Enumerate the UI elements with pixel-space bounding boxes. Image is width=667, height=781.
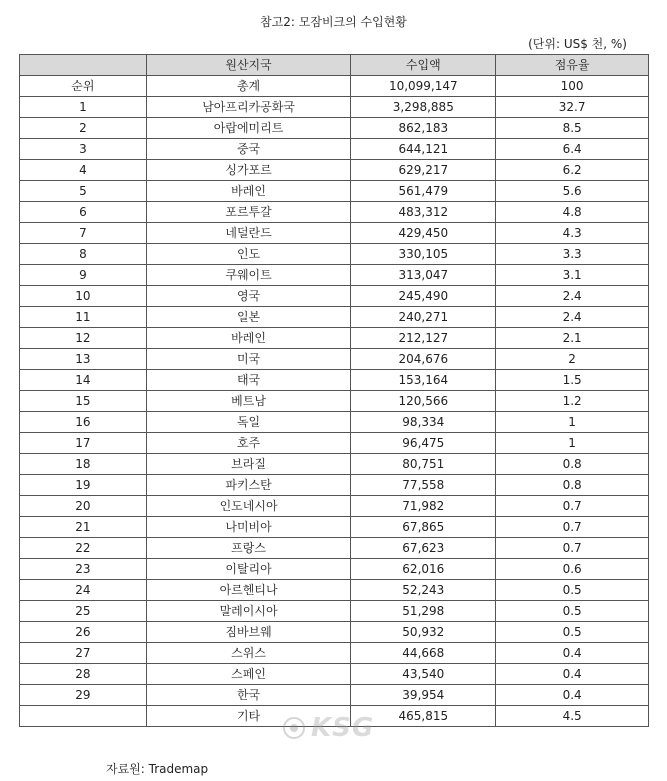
- cell-share: 4.5: [496, 706, 649, 727]
- cell-share: 0.7: [496, 496, 649, 517]
- cell-rank: 27: [20, 643, 147, 664]
- cell-rank: 13: [20, 349, 147, 370]
- cell-share: 1: [496, 412, 649, 433]
- cell-country: 파키스탄: [146, 475, 351, 496]
- cell-country: 베트남: [146, 391, 351, 412]
- unit-note: (단위: US$ 천, %): [528, 37, 627, 51]
- cell-rank: 4: [20, 160, 147, 181]
- cell-amount: 240,271: [351, 307, 496, 328]
- cell-rank: 6: [20, 202, 147, 223]
- cell-amount: 3,298,885: [351, 97, 496, 118]
- cell-amount: 429,450: [351, 223, 496, 244]
- cell-amount: 862,183: [351, 118, 496, 139]
- cell-country: 인도네시아: [146, 496, 351, 517]
- cell-share: 0.7: [496, 517, 649, 538]
- cell-rank: 20: [20, 496, 147, 517]
- cell-country: 이탈리아: [146, 559, 351, 580]
- table-row: [20, 517, 649, 538]
- cell-amount: 43,540: [351, 664, 496, 685]
- table-row: [20, 580, 649, 601]
- cell-amount: 245,490: [351, 286, 496, 307]
- cell-amount: 204,676: [351, 349, 496, 370]
- table-title: 참고2: 모잠비크의 수입현황: [260, 15, 407, 29]
- cell-country: 말레이시아: [146, 601, 351, 622]
- cell-share: 2.4: [496, 307, 649, 328]
- table-row: [20, 202, 649, 223]
- cell-amount: 483,312: [351, 202, 496, 223]
- cell-country: 아르헨티나: [146, 580, 351, 601]
- header-row: [20, 55, 649, 76]
- cell-rank: 26: [20, 622, 147, 643]
- cell-amount: 644,121: [351, 139, 496, 160]
- cell-amount: 62,016: [351, 559, 496, 580]
- cell-rank: [20, 706, 147, 727]
- cell-rank: 17: [20, 433, 147, 454]
- table-row: [20, 664, 649, 685]
- cell-amount: 44,668: [351, 643, 496, 664]
- cell-country: 포르투갈: [146, 202, 351, 223]
- total-row: [20, 76, 649, 97]
- table-row: [20, 160, 649, 181]
- cell-share: 3.3: [496, 244, 649, 265]
- cell-share: 6.2: [496, 160, 649, 181]
- cell-rank: 18: [20, 454, 147, 475]
- header-country: 원산지국: [146, 55, 351, 76]
- cell-share: 0.8: [496, 454, 649, 475]
- table-row: [20, 391, 649, 412]
- cell-rank: 25: [20, 601, 147, 622]
- cell-country: 브라질: [146, 454, 351, 475]
- cell-rank: 29: [20, 685, 147, 706]
- ksg-watermark: [283, 713, 374, 743]
- cell-country: 영국: [146, 286, 351, 307]
- ksg-logo-icon: [283, 717, 305, 739]
- cell-amount: 212,127: [351, 328, 496, 349]
- cell-share: 0.6: [496, 559, 649, 580]
- table-row: [20, 475, 649, 496]
- cell-amount: 96,475: [351, 433, 496, 454]
- table-row: [20, 454, 649, 475]
- table-row: [20, 622, 649, 643]
- source-note: 자료원: Trademap: [106, 762, 209, 776]
- cell-country: 미국: [146, 349, 351, 370]
- cell-country: 싱가포르: [146, 160, 351, 181]
- table-row: [20, 118, 649, 139]
- cell-rank: 11: [20, 307, 147, 328]
- cell-country: 스페인: [146, 664, 351, 685]
- cell-share: 0.4: [496, 643, 649, 664]
- cell-share: 0.4: [496, 685, 649, 706]
- cell-share: 0.5: [496, 601, 649, 622]
- cell-amount: 51,298: [351, 601, 496, 622]
- cell-country: 호주: [146, 433, 351, 454]
- cell-country: 한국: [146, 685, 351, 706]
- table-row: [20, 97, 649, 118]
- cell-rank: 8: [20, 244, 147, 265]
- cell-rank: 19: [20, 475, 147, 496]
- table-row: [20, 181, 649, 202]
- cell-amount: 465,815: [351, 706, 496, 727]
- header-share: 점유율: [496, 55, 649, 76]
- cell-rank: 3: [20, 139, 147, 160]
- table-row: [20, 433, 649, 454]
- cell-country: 쿠웨이트: [146, 265, 351, 286]
- header-amount: 수입액: [351, 55, 496, 76]
- cell-rank: 23: [20, 559, 147, 580]
- cell-share: 1.2: [496, 391, 649, 412]
- cell-share: 4.8: [496, 202, 649, 223]
- cell-rank: 22: [20, 538, 147, 559]
- table-row: [20, 601, 649, 622]
- cell-share: 1: [496, 433, 649, 454]
- cell-rank: 9: [20, 265, 147, 286]
- cell-share: 8.5: [496, 118, 649, 139]
- cell-amount: 67,623: [351, 538, 496, 559]
- cell-amount: 39,954: [351, 685, 496, 706]
- cell-rank: 10: [20, 286, 147, 307]
- table-row: [20, 139, 649, 160]
- cell-share: 6.4: [496, 139, 649, 160]
- cell-rank: 1: [20, 97, 147, 118]
- cell-amount: 52,243: [351, 580, 496, 601]
- table-row: [20, 223, 649, 244]
- cell-country: 기타: [146, 706, 351, 727]
- cell-country: 스위스: [146, 643, 351, 664]
- cell-share: 1.5: [496, 370, 649, 391]
- cell-country: 독일: [146, 412, 351, 433]
- cell-rank: 5: [20, 181, 147, 202]
- cell-share: 3.1: [496, 265, 649, 286]
- cell-amount: 561,479: [351, 181, 496, 202]
- cell-share: 4.3: [496, 223, 649, 244]
- table-row: [20, 685, 649, 706]
- table-row: [20, 286, 649, 307]
- table-row: [20, 496, 649, 517]
- watermark-text: KSG: [311, 713, 375, 743]
- cell-share: 0.5: [496, 580, 649, 601]
- cell-rank: 24: [20, 580, 147, 601]
- total-share: 100: [496, 76, 649, 97]
- cell-amount: 77,558: [351, 475, 496, 496]
- cell-share: 2: [496, 349, 649, 370]
- cell-amount: 71,982: [351, 496, 496, 517]
- cell-country: 프랑스: [146, 538, 351, 559]
- cell-share: 0.5: [496, 622, 649, 643]
- table-row: [20, 370, 649, 391]
- cell-rank: 28: [20, 664, 147, 685]
- import-table: [19, 54, 649, 727]
- total-label: 총계: [146, 76, 351, 97]
- table-row: [20, 244, 649, 265]
- cell-amount: 153,164: [351, 370, 496, 391]
- cell-country: 인도: [146, 244, 351, 265]
- cell-country: 중국: [146, 139, 351, 160]
- cell-rank: 14: [20, 370, 147, 391]
- table-row: [20, 349, 649, 370]
- cell-country: 아랍에미리트: [146, 118, 351, 139]
- cell-rank: 16: [20, 412, 147, 433]
- cell-share: 5.6: [496, 181, 649, 202]
- cell-amount: 330,105: [351, 244, 496, 265]
- table-row: [20, 643, 649, 664]
- table-row: [20, 328, 649, 349]
- cell-amount: 629,217: [351, 160, 496, 181]
- cell-amount: 50,932: [351, 622, 496, 643]
- header-rank: [20, 55, 147, 76]
- cell-amount: 67,865: [351, 517, 496, 538]
- total-rank-label: 순위: [20, 76, 147, 97]
- cell-country: 나미비아: [146, 517, 351, 538]
- cell-country: 네덜란드: [146, 223, 351, 244]
- cell-rank: 2: [20, 118, 147, 139]
- cell-country: 짐바브웨: [146, 622, 351, 643]
- cell-amount: 98,334: [351, 412, 496, 433]
- cell-share: 32.7: [496, 97, 649, 118]
- table-row: [20, 265, 649, 286]
- cell-country: 남아프리카공화국: [146, 97, 351, 118]
- total-amount: 10,099,147: [351, 76, 496, 97]
- cell-country: 바레인: [146, 181, 351, 202]
- cell-rank: 21: [20, 517, 147, 538]
- cell-share: 0.7: [496, 538, 649, 559]
- cell-share: 2.4: [496, 286, 649, 307]
- cell-amount: 120,566: [351, 391, 496, 412]
- table-row: [20, 412, 649, 433]
- cell-share: 2.1: [496, 328, 649, 349]
- cell-rank: 15: [20, 391, 147, 412]
- table-row: [20, 307, 649, 328]
- cell-amount: 80,751: [351, 454, 496, 475]
- cell-country: 일본: [146, 307, 351, 328]
- cell-country: 태국: [146, 370, 351, 391]
- cell-amount: 313,047: [351, 265, 496, 286]
- cell-share: 0.8: [496, 475, 649, 496]
- table-row: [20, 538, 649, 559]
- cell-rank: 12: [20, 328, 147, 349]
- cell-country: 바레인: [146, 328, 351, 349]
- cell-rank: 7: [20, 223, 147, 244]
- table-row: [20, 559, 649, 580]
- cell-share: 0.4: [496, 664, 649, 685]
